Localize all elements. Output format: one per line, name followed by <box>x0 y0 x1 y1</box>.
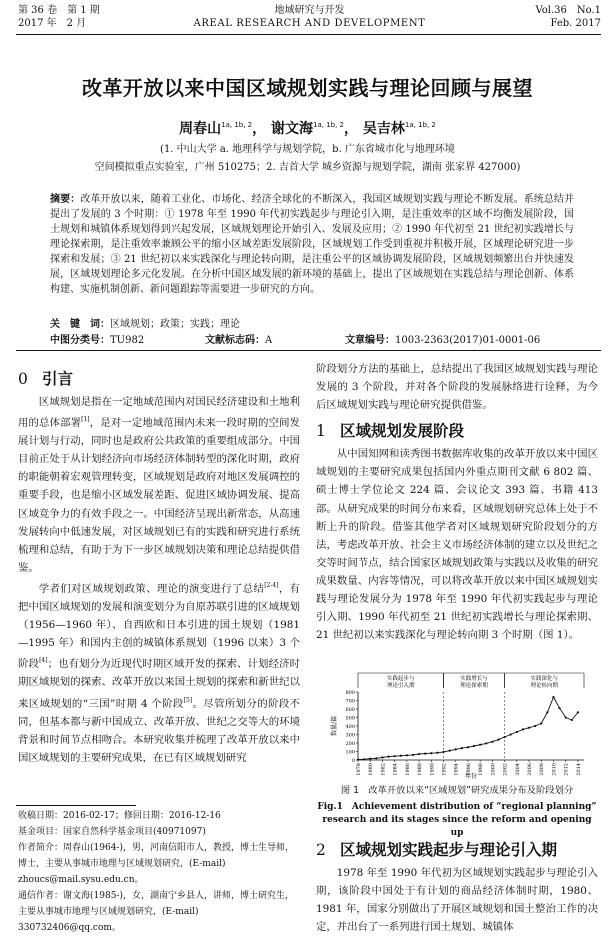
data-point <box>546 711 548 713</box>
data-point <box>418 753 420 755</box>
x-tick-label: 2000 <box>490 763 497 776</box>
x-tick-label: 1996 <box>465 763 472 776</box>
x-tick-label: 1992 <box>441 763 448 776</box>
affiliation-line: 空间模拟重点实验室，广州 510275；2. 吉首大学 城乡资源与规划学院，湖南 张家界 427000) <box>94 162 521 173</box>
y-tick-label: 200 <box>345 741 355 747</box>
section-title: 引言 <box>42 370 74 388</box>
abstract <box>50 192 574 297</box>
clc-number <box>50 334 144 347</box>
affiliation-line: (1. 中山大学 a. 地理科学与规划学院，b. 广东省城市化与地理环境 <box>160 144 455 155</box>
data-point <box>497 739 499 741</box>
header-volume: 第 36 卷 第 1 期 <box>18 5 100 16</box>
header-volume-en: Vol.36 No.1 <box>535 5 601 16</box>
stage-label: 实践深化与 <box>530 676 559 682</box>
header-date-en: Feb. 2017 <box>550 18 601 29</box>
x-tick-label: 2002 <box>502 763 509 776</box>
author-affil-sup: 1a, 1b, 2 <box>313 121 344 129</box>
document-code <box>205 334 272 347</box>
data-point <box>479 744 481 746</box>
doc-code-label: 文献标志码： <box>205 335 265 346</box>
citation-ref: [4] <box>39 657 48 665</box>
y-tick-label: 0 <box>351 758 355 764</box>
data-point <box>528 727 530 729</box>
citation-ref: [2-4] <box>264 581 279 589</box>
data-point <box>461 747 463 749</box>
doc-code-text: A <box>265 335 273 346</box>
paragraph-text: 区域规划是指在一定地域范围内对国民经济建设和土地利用的总体部署 <box>18 396 300 430</box>
author-affil-sup: 1a, 1b, 2 <box>221 121 253 129</box>
right-column-lower <box>316 835 598 936</box>
data-point <box>473 745 475 747</box>
citation-ref: [5] <box>183 696 193 704</box>
footnotes <box>18 808 300 936</box>
paragraph-text: ，有把中国区域规划的发展和演变划分为自原苏联引进的区域规划（1956—1960 年）、自西欧和日本引进的国土规划（1981—1995 年）和国内主创的城镇体系规划（1996 以来）3 个阶段 <box>18 582 301 671</box>
stage-label: 理论探索期 <box>460 683 488 689</box>
footnote-funding: 基金项目：国家自然科学基金项目(40971097) <box>18 827 206 837</box>
figure-caption-cn: 图 1 改革开放以来“区域规划”研究成果分布及阶段划分 <box>340 785 574 796</box>
data-point <box>394 755 396 757</box>
data-point <box>516 731 518 733</box>
paragraph: 1978 年至 1990 年代初为区域规划实践起步与理论引入期，该阶段中国处于有计划的商品经济体制时期，1980、1981 年，国家分别做出了开展区域规划和国土整治工作的决定，并出台了一系列进行国土规划、城镇体 <box>316 867 598 934</box>
stage-label: 实践起步与 <box>386 676 415 682</box>
article-no-label: 文章编号： <box>345 335 395 346</box>
paragraph-text: ，是对一定地域范围内未来一段时期的空间发展计划与行动，同时也是政府公共政策的重要组成部分。中国目前正处于从计划经济向市场经济体制转型的深化时期，政府的职能朝着宏观管理转变，区域规划是政府对地区发展调控的重要手段，也是缩小区域发展差距、促进区域协调发展、提高区域竞争力的有效手段之一。中国经济呈现出新常态，从高速发展转向中低速发展，对区域规划已有的实践和研究进行系统梳理和总结，有助于为下一步区域规划决策和理论总结提供借鉴。 <box>18 417 301 574</box>
data-point <box>387 756 389 758</box>
data-point <box>363 758 365 760</box>
paragraph-text: 学者们对区域规划政策、理论的演变进行了总结 <box>38 582 265 595</box>
data-point <box>571 719 573 721</box>
footnote-correspondence: 通信作者：谢文海(1985-)，女，湖南宁乡县人，讲师，博士研究生，主要从事城市地理与区域规划研究，(E-mail) 330732406@qq.com。 <box>18 891 294 933</box>
x-tick-label: 1994 <box>453 763 460 776</box>
data-point <box>552 696 554 698</box>
figure-1-chart <box>316 670 598 780</box>
header-journal-cn: 地域研究与开发 <box>274 5 345 16</box>
x-tick-label: 2010 <box>551 763 558 776</box>
data-point <box>436 752 438 754</box>
data-point <box>455 748 457 750</box>
x-tick-label: 1986 <box>404 763 411 776</box>
x-tick-label: 1984 <box>392 763 399 776</box>
series-line <box>358 697 578 760</box>
x-tick-label: 1990 <box>429 763 436 776</box>
data-point <box>558 707 560 709</box>
abstract-label: 摘要： <box>50 194 81 205</box>
paragraph-text: ；也有划分为近现代时期区域开发的探索、计划经济时期区域规划的探索、改革开放以来国土规划的探索和新世纪以来区域规划的“三国”时期 4 个阶段 <box>18 658 301 710</box>
stage-label: 理论引入期 <box>386 683 415 689</box>
clc-text: TU982 <box>110 335 145 346</box>
x-axis-label: 年份 <box>464 773 478 780</box>
section-number: 0 <box>18 370 28 388</box>
header-journal-en: AREAL RESEARCH AND DEVELOPMENT <box>193 18 426 29</box>
stage-label: 实践增长与 <box>460 676 488 682</box>
keywords-label: 关 键 词： <box>50 319 110 330</box>
section-heading-1 <box>316 420 598 442</box>
data-point <box>400 755 402 757</box>
header-volume-en-info <box>535 4 601 30</box>
x-tick-label: 1988 <box>417 763 424 776</box>
section-heading-0 <box>18 368 300 390</box>
author-affil-sup: 1a, 1b, 2 <box>404 121 436 129</box>
stage-label: 理论转向期 <box>530 683 559 689</box>
data-point <box>522 728 524 730</box>
x-tick-label: 2014 <box>575 763 582 776</box>
citation-ref: [1] <box>81 416 90 424</box>
keywords <box>50 318 240 331</box>
data-point <box>442 751 444 753</box>
section-title: 区域规划发展阶段 <box>340 422 465 441</box>
footnote-rule <box>16 805 136 806</box>
y-tick-label: 100 <box>345 749 355 756</box>
x-tick-label: 1980 <box>368 763 375 776</box>
author-separator: ， <box>252 121 267 137</box>
data-point <box>412 754 414 756</box>
article-title: 改革开放以来中国区域规划实践与理论回顾与展望 <box>82 76 533 100</box>
y-tick-label: 800 <box>345 690 355 696</box>
data-point <box>565 716 567 718</box>
header-journal <box>18 4 601 30</box>
author-name: 谢文海 <box>271 121 313 137</box>
data-point <box>357 758 359 760</box>
data-point <box>577 711 579 713</box>
author-list <box>0 118 615 138</box>
data-point <box>406 754 408 756</box>
abstract-text: 改革开放以来，随着工业化、市场化、经济全球化的不断深入，我国区域规划实践与理论不断发展。系统总结并提出了发展的 3 个时期：① 1978 年至 1990 年代初实践起步与理论引入期，是注重效率的区域不均衡发展阶段，国土规划和城镇体系规划得到兴起发展，区域规划理论开始引入、发展及应用；② 1990 年代初至 21 世纪初实践增长与理论探索期，是注重效率兼顾公平的缩小区域差距发展阶段，区域规划工作受到重视并积极开展，区域理论研究进一步探索和发展；③ 21 世纪初以来实践深化与理论转向期，是注重公平的区域协调发展阶段，区域规划频繁出台并快速发展，区域规划理论多元化发展。在分析中国区域发展的新环境的基础上，提出了区域规划在实践总结与理论创新、体系构建、实施机制创新、新问题跟踪等需要进一步研究的方向。 <box>50 194 575 295</box>
data-point <box>503 736 505 738</box>
article-number <box>345 334 540 347</box>
section-title: 区域规划实践起步与理论引入期 <box>340 841 558 859</box>
data-point <box>491 741 493 743</box>
y-tick-label: 400 <box>345 724 355 730</box>
x-tick-label: 2004 <box>514 763 521 776</box>
footnote-author: 作者简介：周春山(1964-)，男，河南信阳市人，教授，博士生导师，博士，主要从事城市地理与区域规划研究，(E-mail) zhoucs@mail.sysu.edu.cn。 <box>18 843 294 885</box>
data-point <box>381 756 383 758</box>
data-point <box>467 746 469 748</box>
section-number: 1 <box>316 422 326 441</box>
section-number: 2 <box>316 841 326 859</box>
article-no-text: 1003-2363(2017)01-0001-06 <box>395 335 541 346</box>
x-tick-label: 1978 <box>356 763 362 776</box>
x-tick-label: 2012 <box>563 763 570 776</box>
paragraph-text: 。尽管所划分的阶段不同，但基本都与新中国成立、改革开放、世纪之交等大的环境背景和时间节点相吻合。本研究收集并梳理了改革开放以来中国区域规划的主要研究成果，在已有区域规划研究 <box>18 697 300 764</box>
x-tick-label: 1982 <box>380 763 387 776</box>
header-date-cn: 2017 年 2 月 <box>18 18 87 29</box>
y-tick-label: 500 <box>345 715 355 722</box>
keywords-text: 区域规划；政策；实践；理论 <box>110 319 240 330</box>
left-column <box>18 364 300 767</box>
figure-caption-en-line: Fig.1 Achievement distribution of “regional planning” <box>317 802 597 812</box>
y-tick-label: 300 <box>345 732 355 739</box>
footnote-received: 收稿日期：2016-02-17；修回日期：2016-12-16 <box>18 811 221 821</box>
data-point <box>449 750 451 752</box>
author-name: 周春山 <box>179 121 222 137</box>
paragraph <box>18 577 300 767</box>
data-point <box>540 722 542 724</box>
y-axis-label: 数量/篇 <box>331 715 338 737</box>
section-heading-2 <box>316 839 598 861</box>
y-tick-label: 700 <box>345 698 355 705</box>
paragraph: 阶段划分方法的基础上，总结提出了我国区域规划实践与理论发展的 3 个阶段，并对各个阶段的发展脉络进行诠释，为今后区域规划实践与理论研究提供借鉴。 <box>316 363 598 412</box>
x-tick-label: 2006 <box>527 763 534 776</box>
data-point <box>375 757 377 759</box>
figure-caption-en-line: research and its stages since the reform and opening up <box>322 815 592 838</box>
data-point <box>510 733 512 735</box>
author-name: 吴吉林 <box>362 121 405 137</box>
paragraph <box>18 393 300 577</box>
data-point <box>430 752 432 754</box>
header-rule <box>16 34 601 35</box>
data-point <box>424 753 426 755</box>
running-header <box>18 4 601 34</box>
clc-label: 中图分类号： <box>50 335 110 346</box>
author-separator: ， <box>344 121 358 137</box>
abstract-rule <box>16 350 601 351</box>
x-tick-label: 1998 <box>478 763 485 776</box>
data-point <box>369 758 371 760</box>
data-point <box>485 742 487 744</box>
data-point <box>534 725 536 727</box>
y-tick-label: 600 <box>345 707 355 713</box>
x-tick-label: 2008 <box>539 763 546 776</box>
right-column <box>316 360 598 644</box>
paragraph: 从中国知网和读秀图书数据库收集的改革开放以来中国区域规划的主要研究成果包括国内外重点期刊文献 6 802 篇、硕士博士学位论文 224 篇、会议论文 393 篇、书籍 413 部。从研究成果的时间分布来看，区域规划研究总体上处于不断上升的阶段。借鉴其他学者对区域规划研究阶段划分的方法，考虑改革开放、社会主义市场经济体制的建立以及世纪之交等时间节点，结合国家区域规划政策与实践以及收集的研究成果数量、内容等情况，可以将改革开放以来中国区域规划实践与理论发展分为 1978 年至 1990 年代初实践起步与理论引入期、1990 年代初至 21 世纪初实践增长与理论探索期、21 世纪初以来实践深化与理论转向期 3 个时期（图 1）。 <box>316 448 598 642</box>
